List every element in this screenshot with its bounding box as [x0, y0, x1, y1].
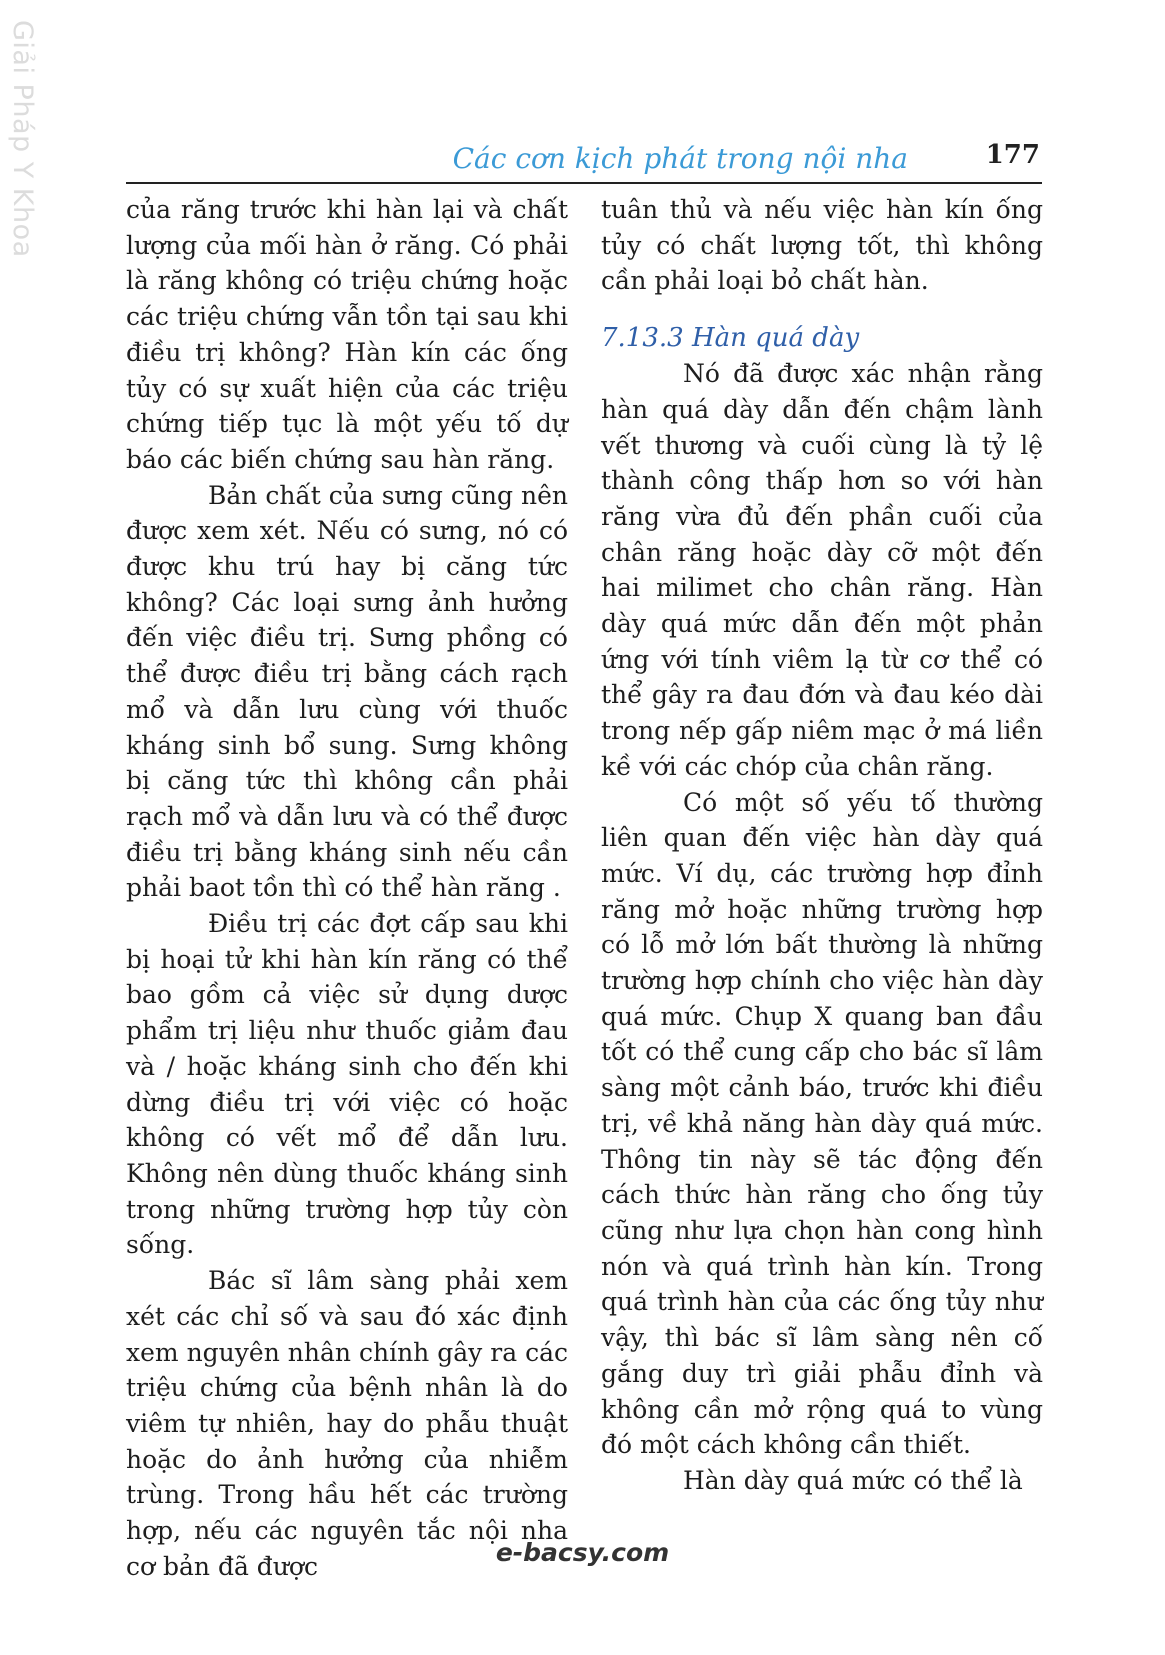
- right-column: [601, 192, 1043, 1499]
- running-header: [126, 138, 1042, 184]
- left-column: [126, 192, 568, 1584]
- footer-site: e-bacsy.com: [495, 1538, 670, 1567]
- paragraph: của răng trước khi hàn lại và chất lượng của mối hàn ở răng. Có phải là răng không có triệu chứng hoặc các triệu chứng vẫn tồn tại sau khi điều trị không? Hàn kín các ống tủy có sự xuất hiện của các triệu chứng tiếp tục là một yếu tố dự báo các biến chứng sau hàn răng.: [126, 195, 568, 474]
- paragraph: tuân thủ và nếu việc hàn kín ống tủy có chất lượng tốt, thì không cần phải loại bỏ chất hàn.: [601, 195, 1043, 296]
- paragraph: Hàn dày quá mức có thể là: [683, 1465, 1023, 1495]
- paragraph: Có một số yếu tố thường liên quan đến việc hàn dày quá mức. Ví dụ, các trường hợp đỉnh răng mở hoặc những trường hợp có lỗ mở lớn bất thường là những trường hợp chính cho việc hàn dày quá mức. Chụp X quang ban đầu tốt có thể cung cấp cho bác sĩ lâm sàng một cảnh báo, trước khi điều trị, về khả năng hàn dày quá mức. Thông tin này sẽ tác động đến cách thức hàn răng cho ống tủy cũng như lựa chọn hàn cong hình nón và quá trình hàn kín. Trong quá trình hàn của các ống tủy như vậy, thì bác sĩ lâm sàng nên cố gắng duy trì giải phẫu đỉnh và không cần mở rộng quá to vùng đó một cách không cần thiết.: [601, 787, 1043, 1460]
- page-number: 177: [985, 140, 1040, 170]
- paragraph: Bản chất của sưng cũng nên được xem xét. Nếu có sưng, nó có được khu trú hay bị căng tức không? Các loại sưng ảnh hưởng đến việc điều trị. Sưng phồng có thể được điều trị bằng cách rạch mổ và dẫn lưu cùng với thuốc kháng sinh bổ sung. Sưng không bị căng tức thì không cần phải rạch mổ và dẫn lưu và có thể được điều trị bằng kháng sinh nếu cần phải baot tồn thì có thể hàn răng .: [126, 480, 568, 903]
- watermark-text: Giải Pháp Y Khoa: [7, 20, 38, 258]
- paragraph: Nó đã được xác nhận rằng hàn quá dày dẫn đến chậm lành vết thương và cuối cùng là tỷ lệ thành công thấp hơn so với hàn răng vừa đủ đến phần cuối của chân răng hoặc dày cỡ một đến hai milimet cho chân răng. Hàn dày quá mức dẫn đến một phản ứng với tính viêm lạ từ cơ thể có thể gây ra đau đớn và đau kéo dài trong nếp gấp niêm mạc ở má liền kề với các chóp của chân răng.: [601, 359, 1043, 781]
- section-heading: 7.13.3 Hàn quá dày: [601, 323, 860, 354]
- paragraph: Bác sĩ lâm sàng phải xem xét các chỉ số và sau đó xác định xem nguyên nhân chính gây ra các triệu chứng của bệnh nhân là do viêm tự nhiên, hay do phẫu thuật hoặc do ảnh hưởng của nhiễm trùng. Trong hầu hết các trường hợp, nếu các nguyên tắc nội nha cơ bản đã được: [126, 1266, 568, 1581]
- paragraph: Điều trị các đợt cấp sau khi bị hoại tử khi hàn kín răng có thể bao gồm cả việc sử dụng dược phẩm trị liệu như thuốc giảm đau và / hoặc kháng sinh cho đến khi dừng điều trị với việc có hoặc không có vết mổ để dẫn lưu. Không nên dùng thuốc kháng sinh trong những trường hợp tủy còn sống.: [126, 909, 568, 1260]
- chapter-title: Các cơn kịch phát trong nội nha: [452, 142, 908, 175]
